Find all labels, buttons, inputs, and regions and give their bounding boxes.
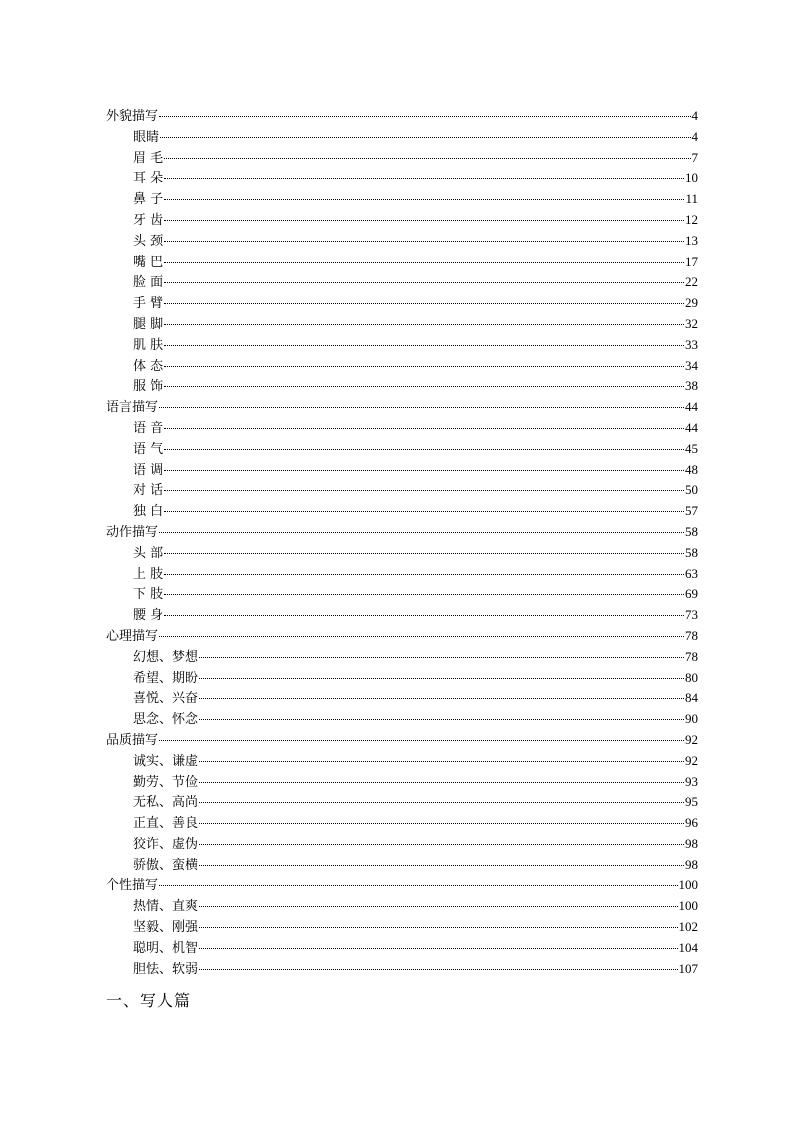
toc-section-entry[interactable]	[106, 543, 698, 564]
toc-section-entry[interactable]	[106, 189, 698, 210]
toc-entry-label: 语 调	[133, 462, 164, 478]
toc-chapter-entry[interactable]	[106, 106, 698, 127]
toc-dot-leader	[164, 615, 684, 616]
toc-dot-leader	[164, 428, 684, 429]
toc-entry-page-number: 58	[685, 523, 698, 539]
toc-dot-leader	[164, 199, 684, 200]
toc-dot-leader	[199, 657, 684, 658]
toc-entry-page-number: 100	[678, 898, 698, 914]
toc-entry-label: 语 气	[133, 441, 164, 457]
toc-entry-label: 脸 面	[133, 275, 164, 291]
toc-entry-page-number: 93	[685, 773, 698, 789]
toc-entry-label: 嘴 巴	[133, 254, 164, 270]
toc-dot-leader	[164, 303, 684, 304]
toc-entry-label: 个性描写	[106, 878, 159, 894]
toc-entry-page-number: 95	[685, 794, 698, 810]
toc-dot-leader	[164, 386, 684, 387]
toc-chapter-entry[interactable]	[106, 730, 698, 751]
toc-dot-leader	[164, 324, 684, 325]
toc-dot-leader	[164, 490, 684, 491]
toc-section-entry[interactable]	[106, 480, 698, 501]
toc-entry-label: 正直、善良	[133, 816, 199, 832]
toc-section-entry[interactable]	[106, 772, 698, 793]
toc-dot-leader	[199, 719, 684, 720]
toc-dot-leader	[164, 345, 684, 346]
toc-entry-page-number: 4	[691, 128, 698, 144]
toc-dot-leader	[199, 678, 684, 679]
toc-entry-page-number: 80	[685, 669, 698, 685]
toc-entry-page-number: 58	[685, 544, 698, 560]
toc-entry-page-number: 10	[685, 170, 698, 186]
toc-dot-leader	[164, 282, 684, 283]
toc-entry-label: 骄傲、蛮横	[133, 857, 199, 873]
toc-section-entry[interactable]	[106, 834, 698, 855]
toc-dot-leader	[159, 532, 684, 533]
toc-dot-leader	[164, 574, 684, 575]
toc-section-entry[interactable]	[106, 688, 698, 709]
toc-entry-label: 无私、高尚	[133, 795, 199, 811]
toc-dot-leader	[164, 366, 684, 367]
toc-dot-leader	[199, 761, 684, 762]
toc-section-entry[interactable]	[106, 792, 698, 813]
toc-entry-page-number: 17	[685, 253, 698, 269]
toc-chapter-entry[interactable]	[106, 522, 698, 543]
toc-section-entry[interactable]	[106, 272, 698, 293]
toc-dot-leader	[164, 220, 684, 221]
toc-entry-label: 对 话	[133, 483, 164, 499]
toc-dot-leader	[159, 885, 677, 886]
toc-entry-page-number: 11	[685, 191, 698, 207]
toc-entry-label: 服 饰	[133, 379, 164, 395]
toc-entry-page-number: 45	[685, 440, 698, 456]
toc-entry-page-number: 78	[685, 648, 698, 664]
toc-dot-leader	[199, 782, 684, 783]
toc-dot-leader	[159, 740, 684, 741]
toc-dot-leader	[199, 698, 684, 699]
toc-section-entry[interactable]	[106, 647, 698, 668]
toc-entry-label: 动作描写	[106, 524, 159, 540]
toc-entry-label: 牙 齿	[133, 212, 164, 228]
toc-entry-page-number: 90	[685, 711, 698, 727]
toc-entry-page-number: 22	[685, 274, 698, 290]
toc-entry-label: 语 音	[133, 420, 164, 436]
toc-section-entry[interactable]	[106, 917, 698, 938]
toc-entry-label: 心理描写	[106, 628, 159, 644]
toc-entry-page-number: 107	[678, 960, 698, 976]
toc-chapter-entry[interactable]	[106, 875, 698, 896]
toc-dot-leader	[164, 241, 684, 242]
toc-dot-leader	[199, 927, 677, 928]
toc-entry-page-number: 69	[685, 586, 698, 602]
toc-entry-page-number: 32	[685, 315, 698, 331]
toc-entry-label: 勤劳、节俭	[133, 774, 199, 790]
toc-entry-page-number: 33	[685, 336, 698, 352]
toc-dot-leader	[199, 802, 684, 803]
toc-entry-label: 思念、怀念	[133, 712, 199, 728]
toc-dot-leader	[159, 407, 684, 408]
toc-section-entry[interactable]	[106, 335, 698, 356]
toc-section-entry[interactable]	[106, 210, 698, 231]
toc-chapter-entry[interactable]	[106, 626, 698, 647]
toc-entry-page-number: 48	[685, 461, 698, 477]
toc-section-entry[interactable]	[106, 855, 698, 876]
toc-section-entry[interactable]	[106, 751, 698, 772]
toc-entry-label: 语言描写	[106, 400, 159, 416]
toc-section-entry[interactable]	[106, 231, 698, 252]
toc-entry-page-number: 98	[685, 835, 698, 851]
toc-section-entry[interactable]	[106, 356, 698, 377]
toc-entry-label: 喜悦、兴奋	[133, 691, 199, 707]
toc-chapter-entry[interactable]	[106, 397, 698, 418]
toc-entry-label: 体 态	[133, 358, 164, 374]
table-of-contents	[106, 106, 698, 979]
toc-entry-page-number: 92	[685, 731, 698, 747]
toc-entry-label: 耳 朵	[133, 171, 164, 187]
toc-entry-label: 狡诈、虚伪	[133, 836, 199, 852]
toc-section-entry[interactable]	[106, 668, 698, 689]
toc-entry-label: 鼻 子	[133, 192, 164, 208]
toc-section-entry[interactable]	[106, 439, 698, 460]
toc-entry-page-number: 38	[685, 378, 698, 394]
toc-entry-label: 下 肢	[133, 587, 164, 603]
toc-section-entry[interactable]	[106, 376, 698, 397]
toc-entry-label: 腰 身	[133, 608, 164, 624]
toc-entry-page-number: 73	[685, 607, 698, 623]
toc-entry-page-number: 12	[685, 211, 698, 227]
toc-section-entry[interactable]	[106, 938, 698, 959]
toc-dot-leader	[199, 948, 677, 949]
toc-entry-page-number: 57	[685, 503, 698, 519]
toc-section-entry[interactable]	[106, 813, 698, 834]
toc-dot-leader	[164, 594, 684, 595]
toc-dot-leader	[164, 158, 690, 159]
toc-section-entry[interactable]	[106, 148, 698, 169]
toc-section-entry[interactable]	[106, 709, 698, 730]
toc-entry-label: 热情、直爽	[133, 899, 199, 915]
toc-entry-page-number: 92	[685, 752, 698, 768]
toc-entry-page-number: 7	[691, 149, 698, 165]
toc-entry-page-number: 44	[685, 399, 698, 415]
toc-section-entry[interactable]	[106, 293, 698, 314]
toc-entry-page-number: 84	[685, 690, 698, 706]
toc-section-entry[interactable]	[106, 314, 698, 335]
toc-dot-leader	[164, 470, 684, 471]
toc-entry-label: 眼睛	[133, 129, 160, 145]
toc-entry-label: 诚实、谦虚	[133, 753, 199, 769]
toc-entry-label: 肌 肤	[133, 337, 164, 353]
toc-entry-page-number: 4	[691, 108, 698, 123]
toc-dot-leader	[164, 449, 684, 450]
toc-entry-label: 聪明、机智	[133, 940, 199, 956]
toc-entry-page-number: 44	[685, 419, 698, 435]
toc-section-entry[interactable]	[106, 896, 698, 917]
toc-entry-label: 上 肢	[133, 566, 164, 582]
toc-entry-page-number: 100	[678, 877, 698, 893]
toc-section-entry[interactable]	[106, 460, 698, 481]
toc-entry-label: 头 部	[133, 545, 164, 561]
toc-entry-page-number: 78	[685, 627, 698, 643]
toc-section-entry[interactable]	[106, 605, 698, 626]
toc-entry-label: 手 臂	[133, 296, 164, 312]
toc-section-entry[interactable]	[106, 418, 698, 439]
toc-dot-leader	[199, 823, 684, 824]
toc-entry-page-number: 98	[685, 856, 698, 872]
toc-entry-page-number: 104	[678, 939, 698, 955]
toc-section-entry[interactable]	[106, 959, 698, 980]
toc-entry-label: 头 颈	[133, 233, 164, 249]
toc-entry-page-number: 96	[685, 815, 698, 831]
toc-entry-page-number: 29	[685, 295, 698, 311]
toc-entry-label: 坚毅、刚强	[133, 920, 199, 936]
toc-entry-label: 希望、期盼	[133, 670, 199, 686]
toc-dot-leader	[159, 116, 690, 117]
toc-section-entry[interactable]	[106, 584, 698, 605]
toc-dot-leader	[199, 844, 684, 845]
toc-entry-page-number: 50	[685, 482, 698, 498]
toc-section-entry[interactable]	[106, 168, 698, 189]
toc-section-entry[interactable]	[106, 127, 698, 148]
toc-entry-label: 幻想、梦想	[133, 649, 199, 665]
toc-dot-leader	[159, 636, 684, 637]
toc-dot-leader	[164, 178, 684, 179]
toc-section-entry[interactable]	[106, 564, 698, 585]
toc-entry-label: 胆怯、软弱	[133, 961, 199, 977]
toc-entry-label: 外貌描写	[106, 109, 159, 124]
toc-entry-page-number: 34	[685, 357, 698, 373]
toc-dot-leader	[160, 137, 690, 138]
toc-dot-leader	[164, 553, 684, 554]
toc-entry-page-number: 13	[685, 232, 698, 248]
toc-entry-page-number: 102	[678, 919, 698, 935]
toc-entry-label: 独 白	[133, 504, 164, 520]
toc-dot-leader	[199, 906, 677, 907]
toc-section-entry[interactable]	[106, 252, 698, 273]
section-heading: 一、写人篇	[106, 991, 192, 1010]
toc-dot-leader	[199, 969, 677, 970]
toc-entry-label: 品质描写	[106, 732, 159, 748]
toc-dot-leader	[164, 262, 684, 263]
toc-dot-leader	[164, 511, 684, 512]
toc-entry-label: 眉 毛	[133, 150, 164, 166]
toc-section-entry[interactable]	[106, 501, 698, 522]
toc-entry-page-number: 63	[685, 565, 698, 581]
toc-dot-leader	[199, 865, 684, 866]
toc-entry-label: 腿 脚	[133, 316, 164, 332]
